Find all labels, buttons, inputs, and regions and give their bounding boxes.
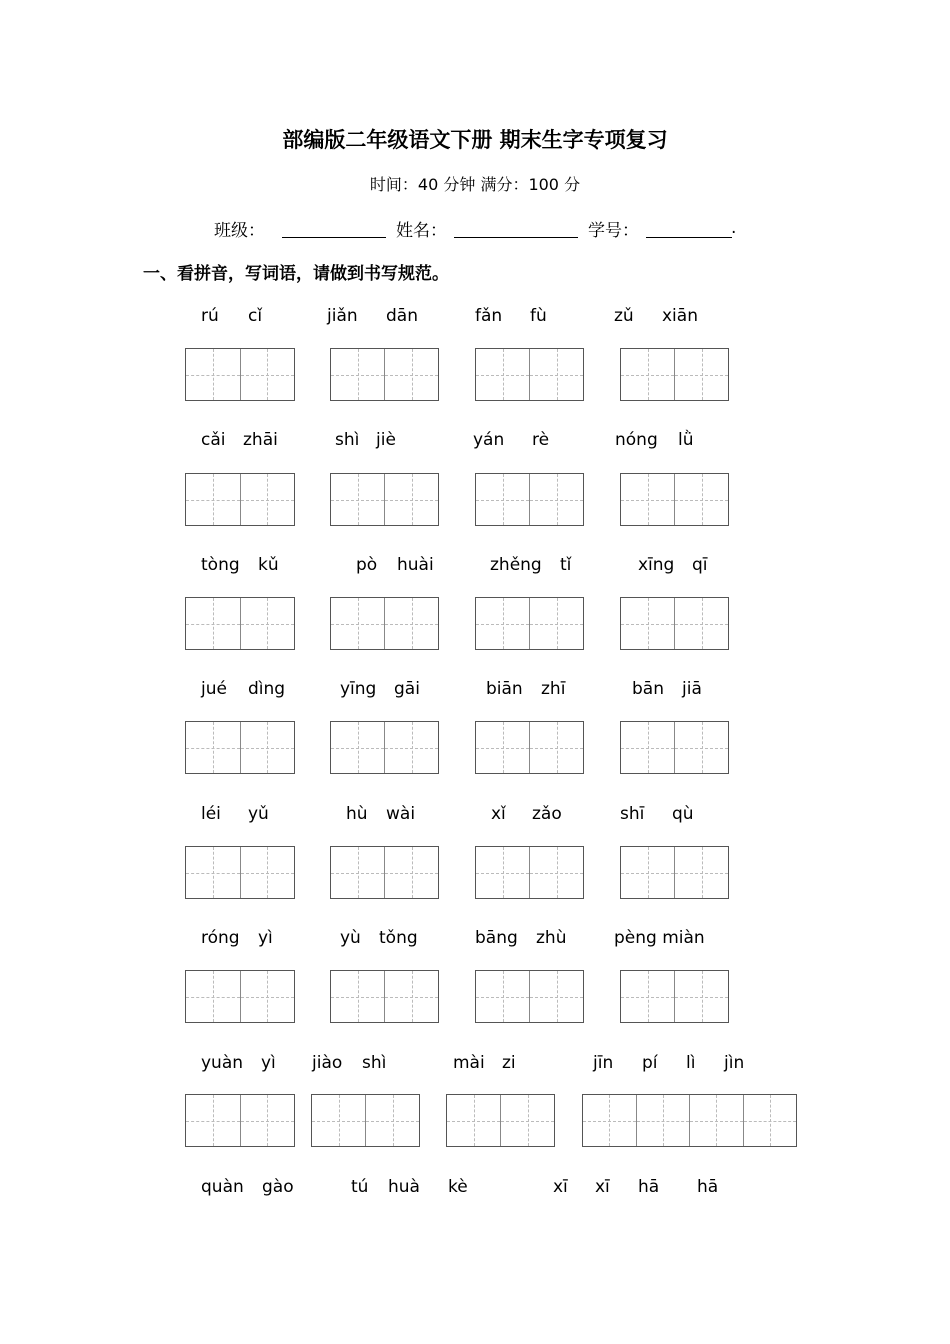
pinyin-syllable: rú (201, 306, 219, 326)
tianzige-answer-box[interactable] (330, 473, 439, 526)
tianzige-answer-box[interactable] (311, 1094, 420, 1147)
pinyin-syllable: jīn (593, 1053, 614, 1073)
tianzige-cell[interactable] (331, 971, 384, 1022)
pinyin-syllable: yù (340, 928, 361, 948)
pinyin-syllable: biān (486, 679, 523, 699)
tianzige-answer-box[interactable] (620, 597, 729, 650)
tianzige-cell[interactable] (240, 598, 295, 649)
tianzige-answer-box[interactable] (185, 970, 295, 1023)
tianzige-cell[interactable] (529, 598, 583, 649)
tianzige-cell[interactable] (240, 474, 295, 525)
pinyin-syllable: dān (386, 306, 418, 326)
tianzige-cell[interactable] (529, 349, 583, 400)
pinyin-syllable: kǔ (258, 555, 279, 575)
pinyin-syllable: xīng (638, 555, 675, 575)
pinyin-syllable: huài (397, 555, 434, 575)
pinyin-syllable: huà (388, 1177, 420, 1197)
tianzige-cell[interactable] (186, 598, 240, 649)
tianzige-cell[interactable] (621, 598, 674, 649)
pinyin-syllable: yīng (340, 679, 377, 699)
pinyin-syllable: jiā (682, 679, 702, 699)
tianzige-answer-box[interactable] (185, 1094, 295, 1147)
pinyin-syllable: xī (595, 1177, 610, 1197)
student-id-label: 学号： (588, 221, 639, 241)
pinyin-syllable: cǎi (201, 430, 226, 450)
pinyin-syllable: jìn (724, 1053, 745, 1073)
pinyin-syllable: pò (356, 555, 378, 575)
tianzige-cell[interactable] (500, 1095, 554, 1146)
tianzige-answer-box[interactable] (475, 970, 584, 1023)
pinyin-syllable: qī (692, 555, 708, 575)
tianzige-cell[interactable] (384, 722, 438, 773)
tianzige-cell[interactable] (447, 1095, 500, 1146)
tianzige-cell[interactable] (674, 971, 728, 1022)
pinyin-syllable: xī (553, 1177, 568, 1197)
tianzige-cell[interactable] (674, 847, 728, 898)
tianzige-cell[interactable] (384, 349, 438, 400)
pinyin-syllable: wài (386, 804, 416, 824)
tianzige-cell[interactable] (529, 971, 583, 1022)
tianzige-cell[interactable] (186, 847, 240, 898)
tianzige-answer-box[interactable] (446, 1094, 555, 1147)
pinyin-syllable: shì (335, 430, 360, 450)
section-heading: 一、看拼音，写词语，请做到书写规范。 (143, 264, 449, 284)
tianzige-cell[interactable] (186, 349, 240, 400)
pinyin-syllable: yì (261, 1053, 276, 1073)
tianzige-cell[interactable] (331, 474, 384, 525)
pinyin-syllable: zǔ (614, 306, 634, 326)
tianzige-answer-box[interactable] (330, 721, 439, 774)
pinyin-syllable: jiǎn (327, 306, 358, 326)
tianzige-cell[interactable] (674, 598, 728, 649)
tianzige-cell[interactable] (743, 1095, 797, 1146)
tianzige-answer-box[interactable] (475, 721, 584, 774)
pinyin-syllable: gāi (394, 679, 420, 699)
tianzige-cell[interactable] (476, 598, 529, 649)
tianzige-cell[interactable] (529, 847, 583, 898)
student-id-blank[interactable] (646, 237, 732, 238)
pinyin-syllable: bān (632, 679, 664, 699)
pinyin-syllable: zi (502, 1053, 516, 1073)
tianzige-answer-box[interactable] (330, 846, 439, 899)
tianzige-cell[interactable] (186, 722, 240, 773)
tianzige-cell[interactable] (384, 971, 438, 1022)
tianzige-cell[interactable] (331, 598, 384, 649)
pinyin-syllable: pí (642, 1053, 658, 1073)
tianzige-cell[interactable] (583, 1095, 636, 1146)
tianzige-cell[interactable] (674, 474, 728, 525)
tianzige-answer-box[interactable] (185, 473, 295, 526)
tianzige-answer-box[interactable] (185, 348, 295, 401)
tianzige-answer-box[interactable] (475, 348, 584, 401)
tianzige-cell[interactable] (621, 847, 674, 898)
pinyin-syllable: yǔ (248, 804, 269, 824)
tianzige-cell[interactable] (674, 722, 728, 773)
tianzige-cell[interactable] (331, 847, 384, 898)
tianzige-cell[interactable] (636, 1095, 690, 1146)
tianzige-answer-box[interactable] (330, 970, 439, 1023)
class-label: 班级： (214, 221, 265, 241)
pinyin-syllable: lǜ (678, 430, 694, 450)
pinyin-syllable: jiè (376, 430, 396, 450)
pinyin-syllable: kè (448, 1177, 468, 1197)
tianzige-answer-box[interactable] (582, 1094, 797, 1147)
tianzige-answer-box[interactable] (185, 721, 295, 774)
tianzige-cell[interactable] (240, 349, 295, 400)
pinyin-syllable: bāng (475, 928, 518, 948)
tianzige-cell[interactable] (476, 474, 529, 525)
tianzige-cell[interactable] (674, 349, 728, 400)
pinyin-syllable: tòng (201, 555, 240, 575)
exam-meta: 时间：40 分钟 满分：100 分 (369, 175, 581, 194)
pinyin-syllable: tǐ (560, 555, 572, 575)
tianzige-cell[interactable] (312, 1095, 365, 1146)
pinyin-syllable: hù (346, 804, 368, 824)
fields-end-mark: . (731, 218, 737, 238)
tianzige-cell[interactable] (529, 722, 583, 773)
tianzige-answer-box[interactable] (185, 846, 295, 899)
tianzige-answer-box[interactable] (475, 597, 584, 650)
pinyin-syllable: mài (453, 1053, 485, 1073)
pinyin-syllable: gào (262, 1177, 294, 1197)
pinyin-syllable: zhù (536, 928, 567, 948)
pinyin-syllable: yuàn (201, 1053, 244, 1073)
pinyin-syllable: yì (258, 928, 273, 948)
name-label: 姓名： (396, 221, 447, 241)
tianzige-cell[interactable] (689, 1095, 743, 1146)
tianzige-answer-box[interactable] (620, 721, 729, 774)
pinyin-syllable: quàn (201, 1177, 244, 1197)
pinyin-syllable: fù (530, 306, 547, 326)
pinyin-syllable: tǒng (379, 928, 418, 948)
tianzige-cell[interactable] (240, 847, 295, 898)
tianzige-answer-box[interactable] (185, 597, 295, 650)
pinyin-syllable: hā (638, 1177, 660, 1197)
pinyin-syllable: tú (351, 1177, 369, 1197)
pinyin-syllable: xǐ (491, 804, 506, 824)
pinyin-syllable: jiào (312, 1053, 343, 1073)
tianzige-cell[interactable] (240, 1095, 295, 1146)
pinyin-syllable: zhī (541, 679, 566, 699)
pinyin-syllable: lì (686, 1053, 696, 1073)
pinyin-syllable: yán (473, 430, 505, 450)
pinyin-syllable: zǎo (532, 804, 562, 824)
name-blank[interactable] (454, 237, 578, 238)
pinyin-syllable: jué (201, 679, 227, 699)
tianzige-answer-box[interactable] (620, 970, 729, 1023)
tianzige-answer-box[interactable] (475, 846, 584, 899)
class-blank[interactable] (282, 237, 386, 238)
pinyin-syllable: shì (362, 1053, 387, 1073)
tianzige-cell[interactable] (331, 349, 384, 400)
pinyin-syllable: zhāi (243, 430, 278, 450)
pinyin-syllable: rè (532, 430, 550, 450)
tianzige-answer-box[interactable] (620, 348, 729, 401)
tianzige-cell[interactable] (186, 474, 240, 525)
tianzige-cell[interactable] (621, 971, 674, 1022)
tianzige-cell[interactable] (621, 349, 674, 400)
tianzige-cell[interactable] (384, 474, 438, 525)
tianzige-cell[interactable] (476, 847, 529, 898)
pinyin-syllable: zhěng (490, 555, 542, 575)
tianzige-answer-box[interactable] (620, 473, 729, 526)
pinyin-syllable: fǎn (475, 306, 503, 326)
tianzige-cell[interactable] (476, 722, 529, 773)
pinyin-syllable: xiān (662, 306, 698, 326)
tianzige-cell[interactable] (476, 349, 529, 400)
pinyin-syllable: shī (620, 804, 645, 824)
tianzige-cell[interactable] (240, 722, 295, 773)
tianzige-cell[interactable] (240, 971, 295, 1022)
tianzige-cell[interactable] (384, 847, 438, 898)
tianzige-cell[interactable] (476, 971, 529, 1022)
tianzige-answer-box[interactable] (330, 597, 439, 650)
tianzige-answer-box[interactable] (620, 846, 729, 899)
tianzige-cell[interactable] (186, 971, 240, 1022)
tianzige-cell[interactable] (186, 1095, 240, 1146)
tianzige-cell[interactable] (384, 598, 438, 649)
tianzige-cell[interactable] (529, 474, 583, 525)
pinyin-syllable: dìng (248, 679, 286, 699)
pinyin-syllable: cǐ (248, 306, 263, 326)
pinyin-syllable: pèng miàn (614, 928, 705, 948)
pinyin-syllable: róng (201, 928, 240, 948)
pinyin-syllable: léi (201, 804, 221, 824)
pinyin-syllable: nóng (615, 430, 658, 450)
tianzige-cell[interactable] (621, 474, 674, 525)
page-title: 部编版二年级语文下册 期末生字专项复习 (282, 128, 668, 152)
tianzige-cell[interactable] (331, 722, 384, 773)
tianzige-cell[interactable] (621, 722, 674, 773)
tianzige-cell[interactable] (365, 1095, 419, 1146)
tianzige-answer-box[interactable] (475, 473, 584, 526)
pinyin-syllable: hā (697, 1177, 719, 1197)
pinyin-syllable: qù (672, 804, 694, 824)
tianzige-answer-box[interactable] (330, 348, 439, 401)
